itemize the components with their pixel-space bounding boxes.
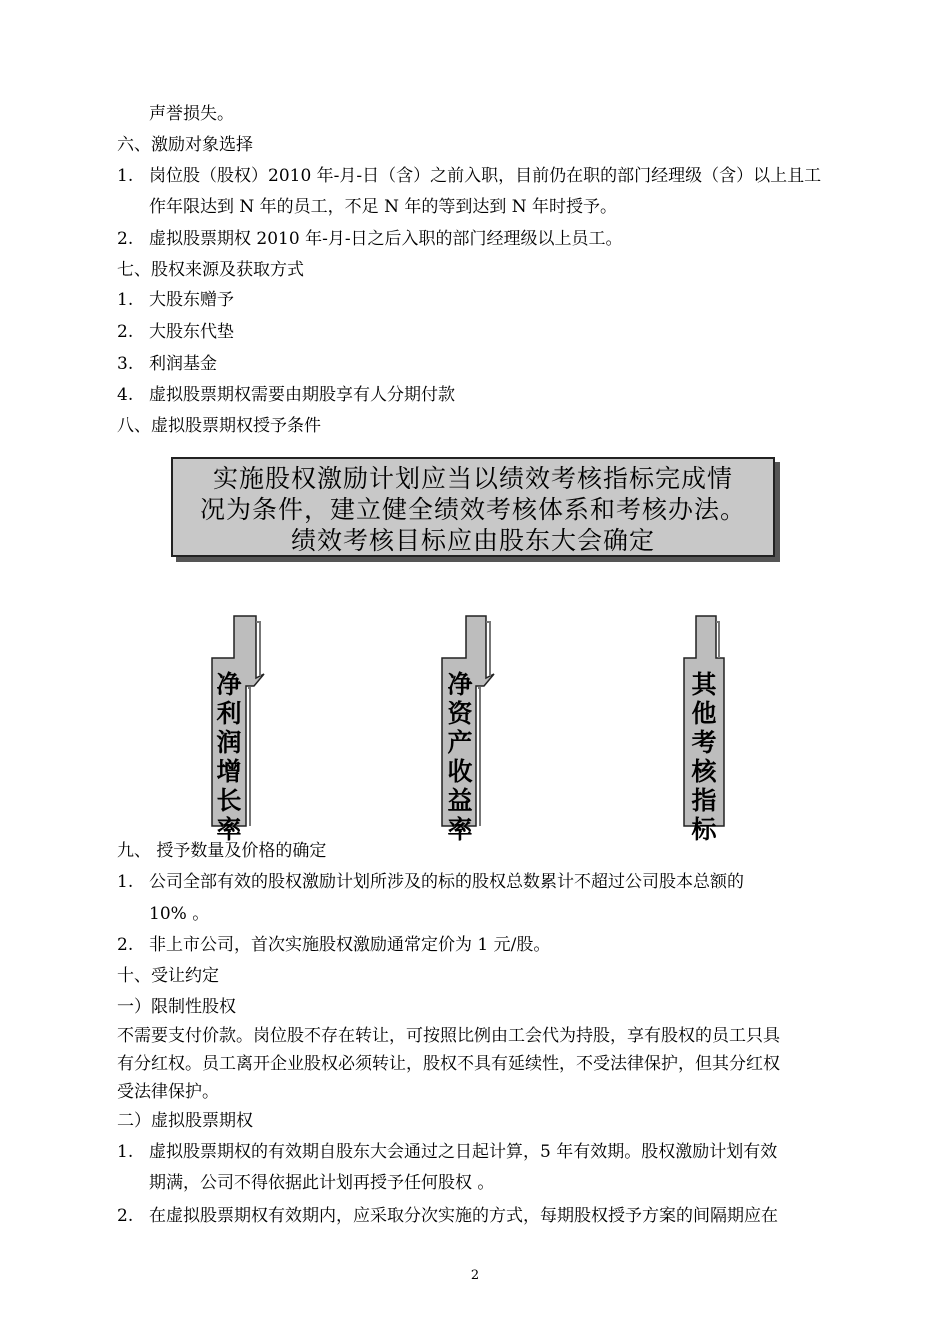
list-item-text: 大股东赠予 xyxy=(149,290,234,310)
list-number: 1. xyxy=(117,290,134,310)
list-number: 2. xyxy=(117,1206,134,1226)
paragraph-line: 受法律保护。 xyxy=(117,1082,219,1102)
subsection-heading: 一）限制性股权 xyxy=(117,997,236,1017)
page-number: 2 xyxy=(470,1268,480,1283)
callout-label: 净利润增长率 xyxy=(216,670,242,844)
list-number: 1. xyxy=(117,1142,134,1162)
criteria-box-line: 实施股权激励计划应当以绩效考核指标完成情 xyxy=(212,464,733,493)
section-heading-10: 十、受让约定 xyxy=(117,966,219,986)
list-item-text: 非上市公司，首次实施股权激励通常定价为 1 元/股。 xyxy=(149,935,551,955)
callout-label: 其他考核指标 xyxy=(691,670,717,844)
list-item-text: 岗位股（股权）2010 年-月-日（含）之前入职，目前仍在职的部门经理级（含）以上且工 xyxy=(149,166,822,186)
criteria-box-line: 况为条件，建立健全绩效考核体系和考核办法。 xyxy=(199,495,746,524)
list-item-text: 利润基金 xyxy=(149,354,217,374)
list-number: 2. xyxy=(117,935,134,955)
section-heading-8: 八、虚拟股票期权授予条件 xyxy=(117,416,321,436)
list-item-text: 期满，公司不得依据此计划再授予任何股权 。 xyxy=(149,1173,495,1193)
list-item-text: 在虚拟股票期权有效期内，应采取分次实施的方式，每期股权授予方案的间隔期应在 xyxy=(149,1206,778,1226)
list-item-text: 公司全部有效的股权激励计划所涉及的标的股权总数累计不超过公司股本总额的 xyxy=(149,872,744,892)
section-heading-9: 九、 授予数量及价格的确定 xyxy=(117,841,327,861)
list-item-text: 10% 。 xyxy=(149,904,210,924)
criteria-box-line: 绩效考核目标应由股东大会确定 xyxy=(290,526,655,555)
subsection-heading: 二）虚拟股票期权 xyxy=(117,1111,253,1131)
paragraph-line: 不需要支付价款。岗位股不存在转让，可按照比例由工会代为持股，享有股权的员工只具 xyxy=(117,1026,780,1046)
list-number: 2. xyxy=(117,229,134,249)
text-line: 声誉损失。 xyxy=(149,104,234,124)
callout-other-indicators xyxy=(682,614,732,844)
list-number: 1. xyxy=(117,166,134,186)
callout-net-profit-growth xyxy=(208,614,270,844)
list-item-text: 虚拟股票期权 2010 年-月-日之后入职的部门经理级以上员工。 xyxy=(149,229,623,249)
list-item-text: 虚拟股票期权的有效期自股东大会通过之日起计算，5 年有效期。股权激励计划有效 xyxy=(149,1142,778,1162)
callout-label: 净资产收益率 xyxy=(447,670,473,844)
section-heading-6: 六、激励对象选择 xyxy=(117,135,253,155)
list-number: 3. xyxy=(117,354,134,374)
list-item-text: 作年限达到 N 年的员工，不足 N 年的等到达到 N 年时授予。 xyxy=(149,197,618,217)
callout-roe xyxy=(440,614,502,844)
list-item-text: 虚拟股票期权需要由期股享有人分期付款 xyxy=(149,385,455,405)
section-heading-7: 七、股权来源及获取方式 xyxy=(117,260,304,280)
list-item-text: 大股东代垫 xyxy=(149,322,234,342)
paragraph-line: 有分红权。员工离开企业股权必须转让，股权不具有延续性，不受法律保护，但其分红权 xyxy=(117,1054,780,1074)
list-number: 4. xyxy=(117,385,134,405)
list-number: 2. xyxy=(117,322,134,342)
list-number: 1. xyxy=(117,872,134,892)
criteria-box xyxy=(171,457,775,557)
